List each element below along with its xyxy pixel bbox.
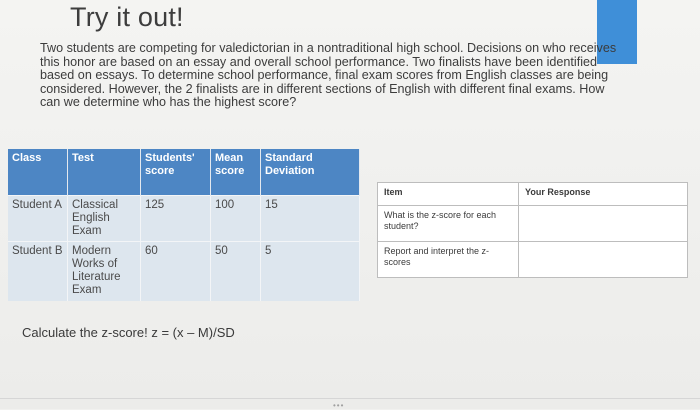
response-cell[interactable] [519, 242, 688, 278]
cell-test: Classical English Exam [68, 195, 141, 241]
table-row [8, 241, 360, 301]
item-text: What is the z-score for each student? [378, 206, 519, 242]
scores-table [8, 149, 360, 301]
cell-sd: 5 [261, 241, 360, 301]
table-row [378, 206, 688, 242]
header-score: Students' score [141, 149, 211, 195]
formula-text: Calculate the z-score! z = (x – M)/SD [22, 325, 235, 340]
response-table [377, 182, 688, 278]
cell-score: 125 [141, 195, 211, 241]
cell-sd: 15 [261, 195, 360, 241]
problem-text: Two students are competing for valedictorian in a nontraditional high school. Decisions on who receives this honor are based on an essay and overall school performance. Two finalists have been identified based on essays. To determine school performance, final exam scores from English classes are being considered. However, the 2 finalists are in different sections of English with different final exams. How can we determine who has the highest score? [40, 41, 617, 110]
cell-class: Student B [8, 241, 68, 301]
divider [0, 398, 700, 399]
response-cell[interactable] [519, 206, 688, 242]
cell-mean: 50 [211, 241, 261, 301]
header-sd: Standard Deviation [261, 149, 360, 195]
header-response: Your Response [519, 183, 688, 206]
header-item: Item [378, 183, 519, 206]
table-row [8, 195, 360, 241]
cell-class: Student A [8, 195, 68, 241]
header-class: Class [8, 149, 68, 195]
slide-title: Try it out! [70, 2, 184, 32]
more-dots[interactable]: ••• [333, 401, 345, 410]
cell-score: 60 [141, 241, 211, 301]
cell-test: Modern Works of Literature Exam [68, 241, 141, 301]
item-text: Report and interpret the z-scores [378, 242, 519, 278]
cell-mean: 100 [211, 195, 261, 241]
header-test: Test [68, 149, 141, 195]
header-mean: Mean score [211, 149, 261, 195]
table-row [378, 242, 688, 278]
